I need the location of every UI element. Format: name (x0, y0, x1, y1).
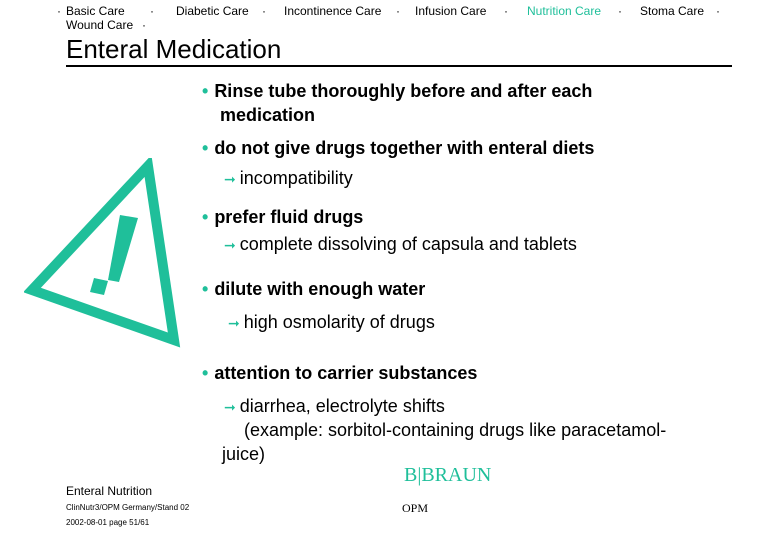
detail-text: diarrhea, electrolyte shifts (239, 396, 445, 416)
bullet-5-detail-line-3: juice) (222, 444, 266, 464)
arrow-icon: ➞ (224, 171, 236, 187)
footer-section-label: Enteral Nutrition (66, 484, 153, 498)
nav-item-infusion-care[interactable]: Infusion Care (415, 4, 487, 18)
opm-label: OPM (402, 501, 429, 515)
bullet-marker: • (202, 138, 209, 158)
bullet-marker: • (202, 363, 209, 383)
detail-text: complete dissolving of capsula and tablets (239, 234, 577, 254)
bullet-5-detail (224, 396, 445, 417)
nav-separator: · (57, 4, 61, 18)
bullet-2 (202, 138, 594, 159)
nav-separator: · (504, 4, 508, 18)
bullet-text: do not give drugs together with enteral diets (214, 138, 595, 158)
bbraun-logo: B|BRAUN (404, 464, 492, 486)
nav-item-incontinence-care[interactable]: Incontinence Care (284, 4, 382, 18)
bullet-5 (202, 363, 477, 384)
bullet-1-continuation: medication (220, 105, 316, 125)
nav-separator: · (716, 4, 720, 18)
bullet-text: dilute with enough water (214, 279, 426, 299)
bullet-marker: • (202, 279, 209, 299)
bullet-text: prefer fluid drugs (214, 207, 364, 227)
detail-text: high osmolarity of drugs (243, 312, 435, 332)
bullet-text: attention to carrier substances (214, 363, 478, 383)
arrow-icon: ➞ (228, 315, 240, 331)
bullet-1 (202, 81, 592, 102)
nav-separator: · (262, 4, 266, 18)
nav-item-basic-care[interactable]: Basic Care (66, 4, 125, 18)
bullet-4 (202, 279, 425, 300)
nav-separator: · (142, 18, 146, 32)
bullet-3-detail (224, 234, 577, 255)
bullet-marker: • (202, 81, 209, 101)
nav-item-nutrition-care[interactable]: Nutrition Care (527, 4, 602, 18)
nav-item-stoma-care[interactable]: Stoma Care (640, 4, 705, 18)
bullet-5-detail-line-2: (example: sorbitol-containing drugs like paracetamol- (244, 420, 667, 440)
bullet-text: Rinse tube thoroughly before and after each (214, 81, 593, 101)
footer-reference: ClinNutr3/OPM Germany/Stand 02 (66, 503, 190, 512)
nav-item-wound-care[interactable]: Wound Care (66, 18, 134, 32)
nav-separator: · (396, 4, 400, 18)
footer-date-page: 2002-08-01 page 51/61 (66, 518, 150, 527)
bullet-2-detail (224, 168, 353, 189)
bullet-marker: • (202, 207, 209, 227)
bullet-4-detail (228, 312, 435, 333)
nav-separator: · (618, 4, 622, 18)
bullet-3 (202, 207, 363, 228)
exclamation-triangle-icon (24, 158, 190, 348)
detail-text: incompatibility (239, 168, 353, 188)
title-underline (66, 65, 732, 67)
nav-separator: · (150, 4, 154, 18)
arrow-icon: ➞ (224, 237, 236, 253)
nav-item-diabetic-care[interactable]: Diabetic Care (176, 4, 249, 18)
page-title: Enteral Medication (66, 34, 282, 64)
arrow-icon: ➞ (224, 399, 236, 415)
